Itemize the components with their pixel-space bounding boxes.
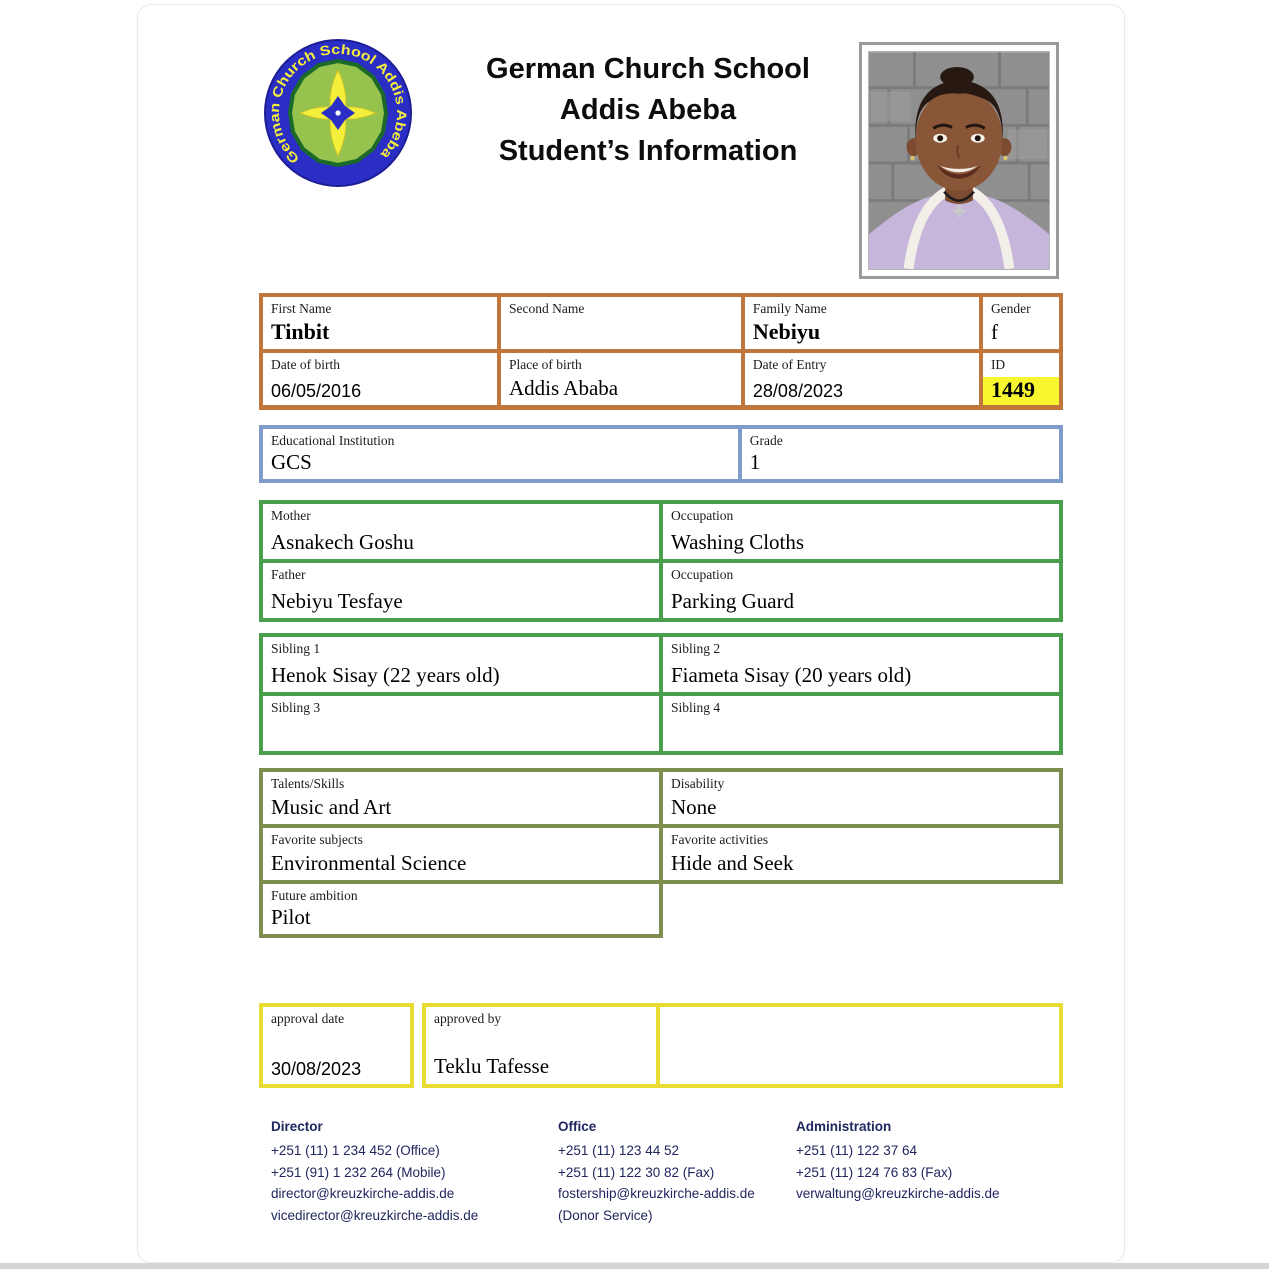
field-label: Favorite activities	[671, 832, 769, 847]
contact-line: (Donor Service)	[558, 1207, 653, 1223]
field-family-name	[745, 297, 979, 349]
field-talents-skills	[263, 772, 659, 824]
field-mother	[263, 504, 659, 559]
field-label: Place of birth	[509, 357, 582, 372]
section-education	[259, 425, 1063, 483]
field-second-name	[501, 297, 741, 349]
field-sibling-2	[663, 637, 1059, 692]
field-label: Educational Institution	[271, 433, 395, 448]
field-label: Family Name	[752, 301, 827, 316]
field-label: Occupation	[671, 567, 734, 582]
page-edge-divider	[0, 1263, 1269, 1269]
contact-email: director@kreuzkirche-addis.de	[271, 1186, 455, 1201]
field-label: Disability	[671, 776, 725, 791]
field-disability	[663, 772, 1059, 824]
logo-ring-text: German Church School Addis Abeba	[266, 41, 410, 167]
field-label: Sibling 4	[671, 700, 721, 715]
field-sibling-3	[263, 696, 659, 751]
field-label: Sibling 2	[671, 641, 721, 656]
contact-line: +251 (11) 122 37 64	[796, 1143, 917, 1158]
field-label: ID	[990, 357, 1006, 372]
field-sibling-4	[663, 696, 1059, 751]
field-value: Washing Cloths	[671, 530, 805, 555]
field-value: Parking Guard	[671, 589, 795, 614]
field-value: Fiameta Sisay (20 years old)	[671, 663, 912, 688]
field-first-name	[263, 297, 497, 349]
approval-empty-cell	[656, 1003, 1063, 1088]
field-label: Sibling 3	[271, 700, 321, 715]
field-label: Favorite subjects	[271, 832, 363, 847]
contact-line: +251 (11) 123 44 52	[558, 1143, 679, 1158]
field-father	[263, 563, 659, 618]
footer-column-title: Director	[271, 1119, 323, 1134]
field-place-of-birth	[501, 353, 741, 405]
field-gender	[983, 297, 1059, 349]
field-value: Addis Ababa	[509, 376, 619, 401]
field-favorite-subjects	[263, 828, 659, 880]
field-approved-by	[422, 1003, 660, 1088]
school-logo-graphic	[263, 38, 413, 188]
field-label: Father	[271, 567, 306, 582]
field-value: Hide and Seek	[671, 851, 794, 876]
field-value: 1	[749, 450, 761, 475]
field-sibling-1	[263, 637, 659, 692]
field-educational-institution	[263, 429, 738, 479]
field-label: Sibling 1	[271, 641, 321, 656]
field-value: Nebiyu Tesfaye	[271, 589, 403, 614]
field-value: Henok Sisay (22 years old)	[271, 663, 500, 688]
title-line-2: Addis Abeba	[559, 94, 737, 126]
field-label: Talents/Skills	[271, 776, 345, 791]
footer-column-title: Administration	[796, 1119, 892, 1134]
student-photo-graphic	[868, 51, 1050, 270]
field-label: Future ambition	[271, 888, 358, 903]
field-label: approved by	[434, 1011, 502, 1026]
contact-email: fostership@kreuzkirche-addis.de	[558, 1186, 755, 1201]
student-id-highlight: 1449	[983, 377, 1059, 405]
field-value: Teklu Tafesse	[434, 1054, 550, 1079]
field-value: Pilot	[271, 905, 311, 930]
student-photo	[859, 42, 1059, 279]
field-value: f	[990, 320, 998, 345]
field-value: 06/05/2016	[271, 380, 362, 401]
section-siblings	[259, 633, 1063, 755]
field-label: Second Name	[509, 301, 585, 316]
field-value: Music and Art	[271, 795, 392, 820]
field-label: Date of Entry	[752, 357, 827, 372]
student-info-document	[137, 4, 1125, 1263]
field-label: Grade	[749, 433, 783, 448]
school-logo	[263, 38, 413, 188]
field-value: Environmental Science	[271, 851, 467, 876]
contact-line: +251 (11) 1 234 452 (Office)	[271, 1143, 440, 1158]
field-label: Mother	[271, 508, 311, 523]
field-value: 30/08/2023	[271, 1058, 362, 1079]
field-future-ambition	[263, 884, 659, 934]
field-value: 28/08/2023	[752, 380, 843, 401]
field-approval-date	[259, 1003, 414, 1088]
field-label: Gender	[990, 301, 1031, 316]
section-future-ambition	[259, 880, 663, 938]
page-title	[438, 49, 858, 172]
field-date-of-birth	[263, 353, 497, 405]
contact-line: +251 (11) 122 30 82 (Fax)	[558, 1164, 715, 1180]
footer-administration-contacts	[796, 1119, 1076, 1205]
footer-column-title: Office	[558, 1119, 597, 1134]
contact-email: verwaltung@kreuzkirche-addis.de	[796, 1186, 1000, 1201]
field-value: GCS	[271, 450, 312, 475]
title-line-3: Student’s Information	[498, 135, 798, 167]
field-value: None	[671, 795, 717, 820]
section-profile	[259, 768, 1063, 884]
field-label: approval date	[271, 1011, 345, 1026]
field-student-id	[983, 353, 1059, 405]
field-grade	[742, 429, 1059, 479]
contact-line: +251 (91) 1 232 264 (Mobile)	[271, 1164, 446, 1180]
section-parents	[259, 500, 1063, 622]
field-date-of-entry	[745, 353, 979, 405]
field-favorite-activities	[663, 828, 1059, 880]
field-value: Nebiyu	[752, 319, 821, 345]
title-line-1: German Church School	[486, 53, 810, 85]
field-father-occupation	[663, 563, 1059, 618]
field-value: Asnakech Goshu	[271, 530, 414, 555]
field-label: Occupation	[671, 508, 734, 523]
section-personal-info	[259, 293, 1063, 410]
contact-line: +251 (11) 124 76 83 (Fax)	[796, 1164, 953, 1180]
field-mother-occupation	[663, 504, 1059, 559]
field-value: Tinbit	[271, 319, 330, 345]
field-label: First Name	[271, 301, 332, 316]
field-label: Date of birth	[271, 357, 340, 372]
contact-email: vicedirector@kreuzkirche-addis.de	[271, 1207, 479, 1223]
footer-director-contacts	[271, 1119, 551, 1226]
